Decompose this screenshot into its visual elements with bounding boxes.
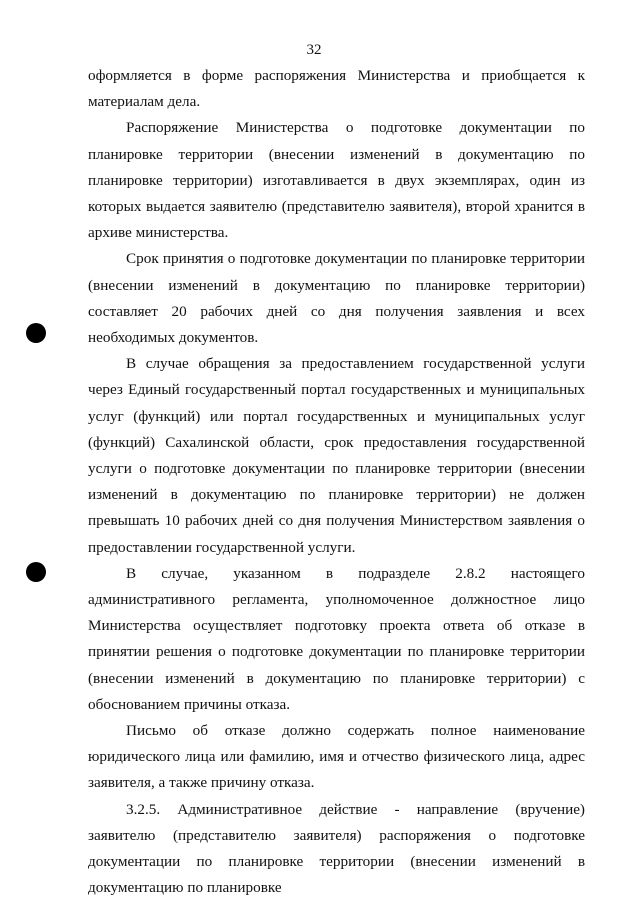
paragraph-section-3-2-5: 3.2.5. Административное действие - направление (вручение) заявителю (представителю заявителя) распоряжения о подготовке документации по планировке территории (внесении изменений в документацию по планировке [88, 800, 585, 897]
paragraph-online-portal-term: В случае обращения за предоставлением государственной услуги через Единый государственный портал государственных и муниципальных услуг (функций) или портал государственных и муниципальных услуг (функций) Сахалинской области, срок предоставления государственной услуги о подготовке документации по планировке территории (внесении изменений в документацию по планировке территории) не должен превышать 10 рабочих дней со дня получения Министерством заявления о предоставлении государственной услуги. [88, 355, 585, 556]
paragraph-decision-term: Срок принятия о подготовке документации по планировке территории (внесении изменений в документацию по планировке территории) составляет 20 рабочих дней со дня получения заявления и всех необходимых документов. [88, 250, 585, 347]
page-number: 32 [306, 42, 322, 58]
paragraph-refusal-case: В случае, указанном в подразделе 2.8.2 настоящего административного регламента, уполномоченное должностное лицо Министерства осуществляет подготовку проекта ответа об отказе в принятии решения о подготовке документации по планировке территории (внесении изменений в документацию по планировке территории) с обоснованием причины отказа. [88, 564, 585, 713]
paragraph-order-copies: Распоряжение Министерства о подготовке документации по планировке территории (внесении изменений в документацию по планировке территории) изготавливается в двух экземплярах, один из которых выдается заявителю (представителю заявителя), второй хранится в архиве министерства. [88, 119, 585, 242]
document-body [88, 63, 585, 902]
binder-punch-hole-top [26, 323, 46, 343]
paragraph-continuation: оформляется в форме распоряжения Министерства и приобщается к материалам дела. [88, 67, 585, 111]
binder-punch-hole-bottom [26, 562, 46, 582]
paragraph-refusal-letter: Письмо об отказе должно содержать полное наименование юридического лица или фамилию, имя и отчество физического лица, адрес заявителя, а также причину отказа. [88, 722, 585, 792]
